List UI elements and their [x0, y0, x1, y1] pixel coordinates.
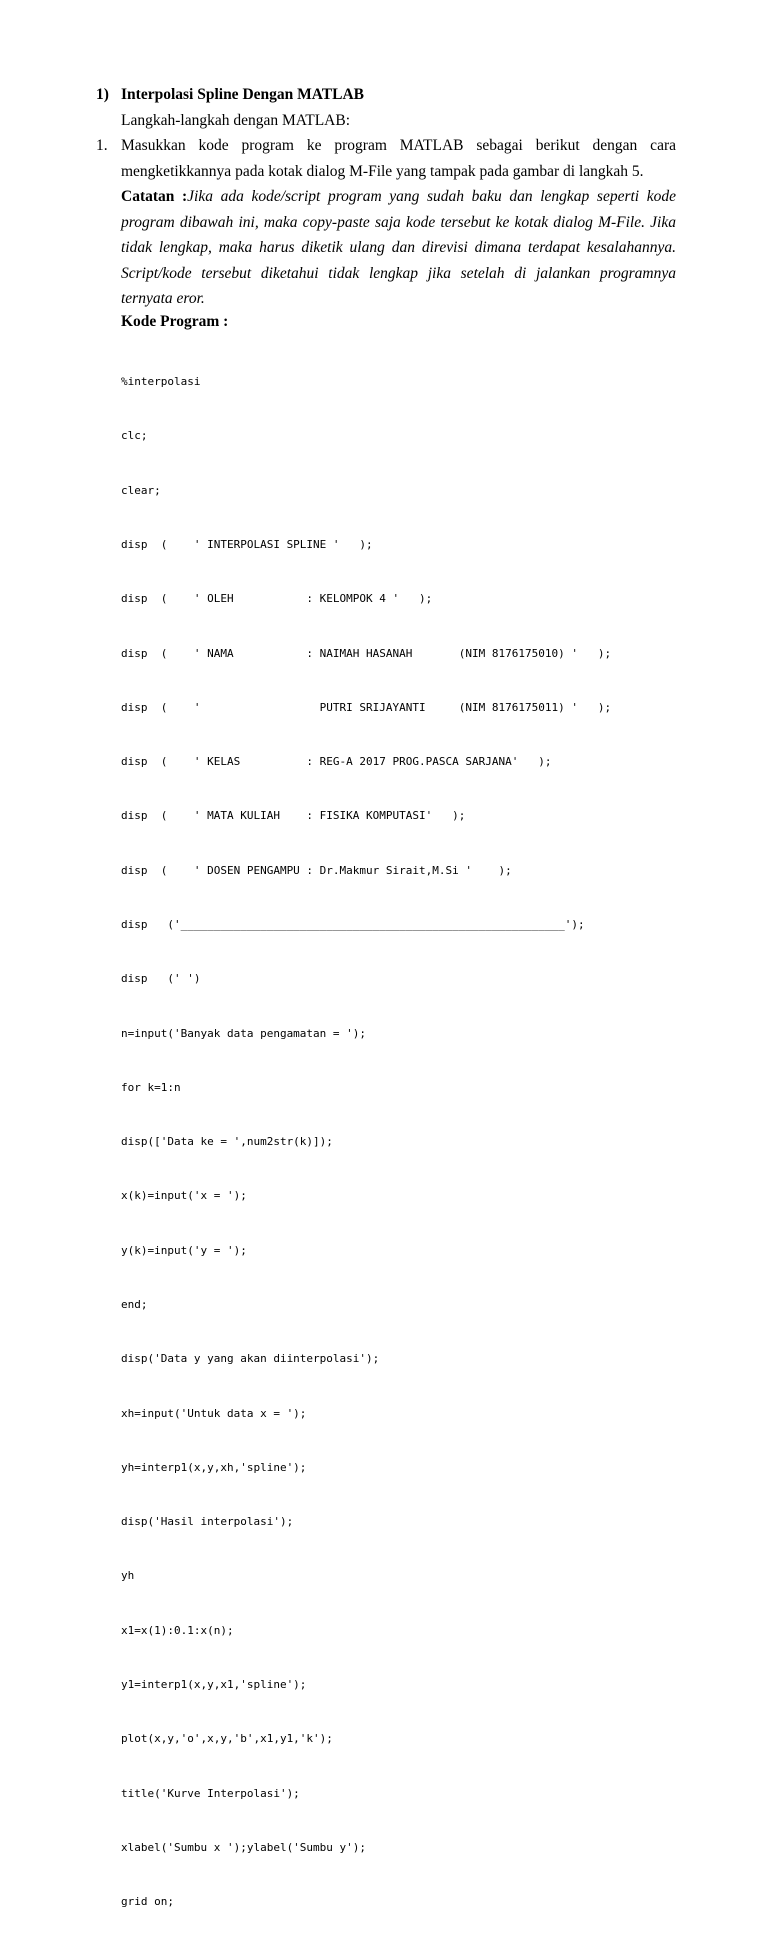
- code-line: x1=x(1):0.1:x(n);: [121, 1623, 234, 1637]
- code-line: disp (' '): [121, 972, 201, 986]
- note-text: Jika ada kode/script program yang sudah baku dan lengkap seperti kode program dibawah ini, maka copy-paste saja kode tersebut ke kotak dialog M-File. Jika tidak lengkap, maka harus diketik ulang dan direvisi dimana terdapat kesalahannya. Script/kode tersebut diketahui tidak lengkap jika setelah di jalankan programnya ternyata eror.: [121, 188, 676, 307]
- code-line: clc;: [121, 429, 148, 443]
- code-line: title('Kurve Interpolasi');: [121, 1786, 300, 1800]
- code-line: y(k)=input('y = ');: [121, 1243, 247, 1257]
- code-line: xh=input('Untuk data x = ');: [121, 1406, 307, 1420]
- code-line: disp ( ' PUTRI SRIJAYANTI (NIM 8176175011) ' );: [121, 700, 612, 714]
- code-line: plot(x,y,'o',x,y,'b',x1,y1,'k');: [121, 1732, 333, 1746]
- code-line: disp(['Data ke = ',num2str(k)]);: [121, 1135, 333, 1149]
- code-line: n=input('Banyak data pengamatan = ');: [121, 1026, 367, 1040]
- code-line: xlabel('Sumbu x ');ylabel('Sumbu y');: [121, 1840, 367, 1854]
- code-line: yh: [121, 1569, 135, 1583]
- code-line: disp ( ' MATA KULIAH : FISIKA KOMPUTASI' );: [121, 809, 466, 823]
- code-line: disp ( ' DOSEN PENGAMPU : Dr.Makmur Sirait,M.Si ' );: [121, 863, 512, 877]
- note-label: Catatan :: [121, 188, 188, 205]
- step-text: Masukkan kode program ke program MATLAB sebagai berikut dengan cara mengketikkannya pada kotak dialog M-File yang tampak pada gambar di langkah 5.: [121, 137, 676, 180]
- code-line: %interpolasi: [121, 375, 201, 389]
- code-line: clear;: [121, 483, 161, 497]
- code-label: Kode Program :: [121, 313, 229, 330]
- code-line: x(k)=input('x = ');: [121, 1189, 247, 1203]
- code-block: [121, 337, 611, 1947]
- section-number: 1): [96, 86, 109, 103]
- code-line: disp ( ' OLEH : KELOMPOK 4 ' );: [121, 592, 433, 606]
- note-paragraph: [121, 184, 676, 312]
- code-line: disp ( ' INTERPOLASI SPLINE ' );: [121, 538, 373, 552]
- code-line: disp ( ' KELAS : REG-A 2017 PROG.PASCA SARJANA' );: [121, 755, 552, 769]
- code-line: grid on;: [121, 1895, 174, 1909]
- intro-text: Langkah-langkah dengan MATLAB:: [121, 112, 350, 129]
- code-line: disp ( ' NAMA : NAIMAH HASANAH (NIM 8176175010) ' );: [121, 646, 612, 660]
- code-line: disp ('__________________________________________________________');: [121, 918, 585, 931]
- code-line: disp('Data y yang akan diinterpolasi');: [121, 1352, 380, 1366]
- code-line: y1=interp1(x,y,x1,'spline');: [121, 1677, 307, 1691]
- section-title: Interpolasi Spline Dengan MATLAB: [121, 86, 365, 103]
- code-line: end;: [121, 1297, 148, 1311]
- code-line: for k=1:n: [121, 1080, 181, 1094]
- code-line: yh=interp1(x,y,xh,'spline');: [121, 1460, 307, 1474]
- code-line: disp('Hasil interpolasi');: [121, 1515, 294, 1529]
- step-number: 1.: [96, 137, 108, 154]
